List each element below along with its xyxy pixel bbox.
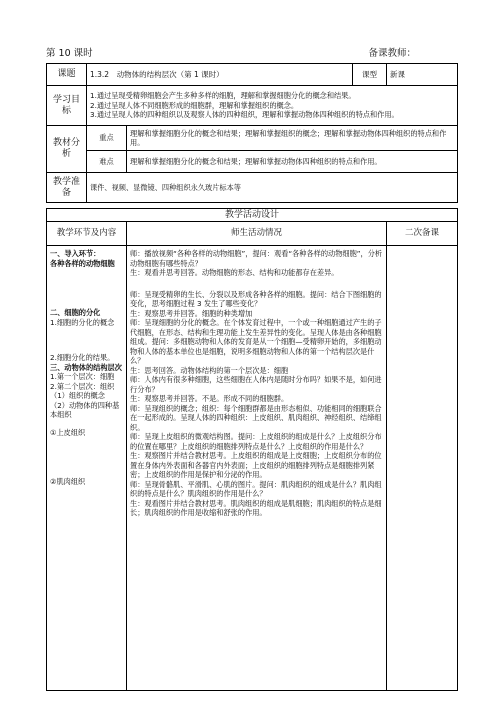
- activity-column: [127, 246, 387, 691]
- activity-table: [46, 208, 458, 691]
- stage-line: 各种各样的动物细胞: [50, 258, 115, 268]
- goal-item: 1.通过呈现受精卵细胞会产生多种多样的细胞，理解和掌握细胞分化的概念和结果。: [90, 91, 356, 101]
- stage-line: 1.细胞的分化的概念: [50, 317, 115, 327]
- preparer-label: 备课教师：: [368, 48, 416, 59]
- goals-row: [47, 86, 458, 126]
- stage-line: ①上皮组织: [50, 427, 86, 437]
- topic-label: 课题: [47, 64, 87, 86]
- goal-item: 3.通过呈现人体的四种组织以及观察人体的四种组织，理解和掌握动物体四种组织的特点和作用。: [90, 110, 399, 120]
- activity-line: 生：观看图片并结合教材思考。肌肉组织的组成是肌细胞；肌肉组织的特点是细长；肌肉组织的作用是收缩和舒张的作用。: [130, 498, 382, 517]
- activity-line: 生：观察思考并回答。细胞的种类增加: [130, 308, 253, 318]
- topic-row: [47, 64, 458, 86]
- col-header-revision: 二次备课: [387, 222, 458, 246]
- difficult-point-row: [47, 151, 458, 173]
- stage-line: 1.第一个层次：细胞: [50, 372, 115, 381]
- stage-line: 2.第二个层次：组织: [50, 381, 115, 391]
- lesson-type-value: 新课: [387, 64, 458, 86]
- activity-line: 师：呈现上皮组织的微观结构图。提问：上皮组织的组成是什么？上皮组织分布的位置在哪里？上皮组织的细胞排列特点是什么？上皮组织的作用是什么？: [130, 432, 382, 451]
- col-header-stage: 教学环节及内容: [47, 222, 127, 246]
- activity-title-row: [47, 209, 458, 222]
- activity-line: 生：观察图片并结合教材思考。上皮组织的组成是上皮细胞；上皮组织分布的位置在身体内外表面和各器官内外表面；上皮组织的细胞排列特点是细胞排列紧密；上皮组织的作用是保护和分泌的作用。: [130, 451, 382, 479]
- key-point-row: [47, 126, 458, 151]
- stage-line: ②肌肉组织: [50, 477, 86, 486]
- activity-body-row: [47, 246, 458, 691]
- activity-line: 生：思考回答。动物体结构的第一个层次是：细胞: [130, 365, 289, 375]
- page-header: [46, 45, 456, 59]
- stage-line: 二、细胞的分化: [50, 308, 101, 317]
- stage-line: （2）动物体的四种基本组织: [50, 400, 120, 419]
- activity-line: 生：观看并思考回答。动物细胞的形态、结构和功能都存在差异。: [130, 268, 339, 277]
- revision-column: [387, 246, 458, 691]
- activity-line: 师：呈现细胞的分化的概念。在个体发育过程中，一个或一种细胞通过产生的子代细胞，在形态、结构和生理功能上发生差异性的变化。呈现人体是由各种细胞组成。提问：多细胞动物和人体的发育是从一个细胞—受精卵开始的，多细胞动物和人体的基本单位也是细胞，说明多细胞动物和人体的第一个结构层次是什么？: [130, 318, 382, 365]
- activity-line: 师：播放视频“各种各样的动物细胞”，提问：观看“各种各样的动物细胞”，分析动物细胞有哪些特点？: [130, 249, 383, 268]
- lesson-info-table: [46, 63, 458, 203]
- col-header-activity: 师生活动情况: [127, 222, 387, 246]
- activity-line: 师：呈现骨骼肌、平滑肌、心肌的图片。提问：肌肉组织的组成是什么？肌肉组织的特点是什么？肌肉组织的作用是什么？: [130, 479, 382, 498]
- stage-line: （1）组织的概念: [50, 391, 105, 400]
- key-point-label: 重点: [87, 126, 127, 151]
- activity-line: 师：呈现组织的概念；组织：每个细胞群都是由形态相似、功能相同的细胞联合在一起形成的。呈现人体的四种组织：上皮组织、肌肉组织、神经组织、结缔组织。: [130, 403, 382, 432]
- difficult-point-label: 难点: [87, 151, 127, 173]
- preparation-value: 课件、视频、显微镜、四种组织永久玻片标本等: [87, 173, 458, 203]
- preparation-row: [47, 173, 458, 203]
- lesson-number: 第 10 课时: [46, 48, 93, 59]
- activity-title: 教学活动设计: [47, 209, 458, 222]
- stage-line: 一、导入环节：: [50, 249, 101, 258]
- stage-line: 三、动物体的结构层次: [50, 362, 122, 372]
- key-point-value: 理解和掌握细胞分化的概念和结果；理解和掌握组织的概念；理解和掌握动物体四种组织的特点和作用。: [127, 126, 458, 151]
- activity-line: 师：呈现受精卵的生长、分裂以及形成各种各样的细胞。提问：结合下图细胞的变化，思考细胞过程 3 发生了哪些变化？: [130, 289, 382, 308]
- activity-header-row: [47, 222, 458, 246]
- goals-list: [87, 86, 458, 126]
- activity-line: 师：人体内有很多种细胞，这些细胞在人体内是随时分布吗？如果不是，如何进行分布？: [130, 375, 382, 394]
- topic-value: 1.3.2 动物体的结构层次（第 1 课时）: [87, 64, 353, 86]
- stage-column: [47, 246, 127, 691]
- analysis-label: 教材分析: [47, 126, 87, 173]
- goals-label: 学习目标: [47, 86, 87, 126]
- activity-line: 生：观察思考并回答。不是。形成不同的细胞群。: [130, 394, 289, 403]
- goal-item: 2.通过呈现人体不同细胞形成的细胞群，理解和掌握组织的概念。: [90, 100, 299, 110]
- lesson-type-label: 课型: [353, 64, 387, 86]
- preparation-label: 教学准备: [47, 173, 87, 203]
- stage-line: 2.细胞分化的结果。: [50, 353, 115, 362]
- difficult-point-value: 理解和掌握细胞分化的概念和结果；理解和掌握动物体四种组织的特点和作用。: [127, 151, 458, 173]
